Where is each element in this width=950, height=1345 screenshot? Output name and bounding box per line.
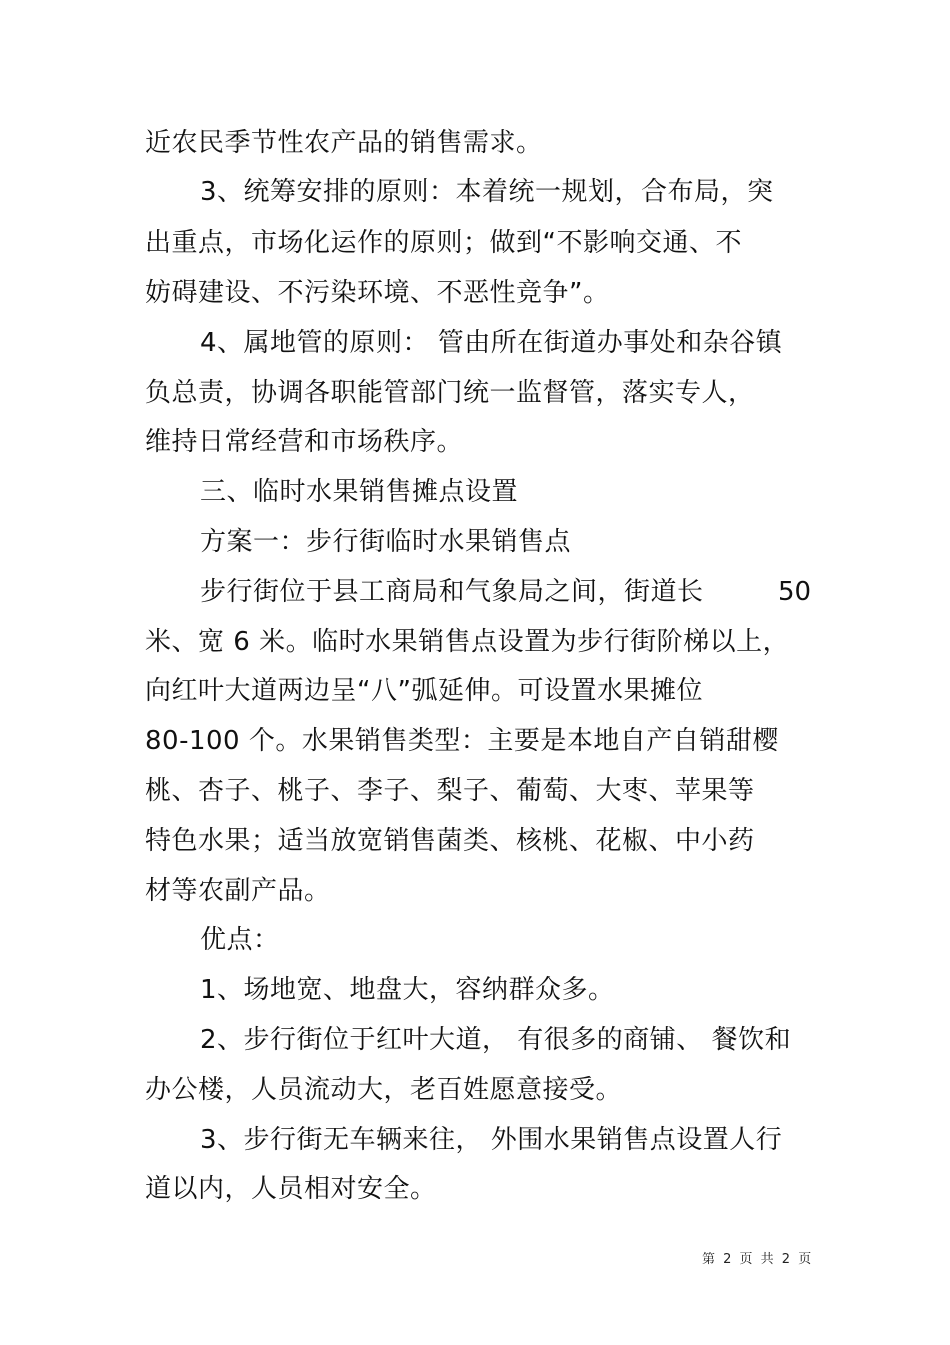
text-line-10: 步行街位于县工商局和气象局之间，街道长 [200,577,704,607]
text-line-20: 办公楼，人员流动大，老百姓愿意接受。 [145,1075,623,1105]
text-line-13: 80-100 个。水果销售类型：主要是本地自产自销甜樱 [145,726,779,756]
plan-heading: 方案一：步行街临时水果销售点 [200,527,572,557]
text-line-5: 4、属地管的原则： 管由所在街道办事处和杂谷镇 [200,328,783,358]
page-footer: 第 2 页 共 2 页 [702,1252,814,1267]
text-line-6: 负总责，协调各职能管部门统一监督管，落实专人， [145,378,755,408]
text-line-15: 特色水果；适当放宽销售菌类、核桃、花椒、中小药 [145,826,755,856]
text-line-14: 桃、杏子、桃子、李子、梨子、葡萄、大枣、苹果等 [145,776,755,806]
text-line-11: 米、宽 6 米。临时水果销售点设置为步行街阶梯以上， [145,627,790,657]
text-line-7: 维持日常经营和市场秩序。 [145,427,464,457]
text-line-4: 妨碍建设、不污染环境、不恶性竞争”。 [145,278,610,308]
text-line-12: 向红叶大道两边呈“八”弧延伸。可设置水果摊位 [145,676,703,706]
text-line-3: 出重点，市场化运作的原则；做到“不影响交通、不 [145,228,742,258]
text-line-16: 材等农副产品。 [145,876,331,906]
text-line-2: 3、统筹安排的原则：本着统一规划，合布局，突 [200,177,774,207]
text-line-18: 1、场地宽、地盘大，容纳群众多。 [200,975,615,1005]
advantages-heading: 优点： [200,925,280,955]
text-line-19: 2、步行街位于红叶大道， 有很多的商铺、 餐饮和 [200,1025,792,1055]
text-line-22: 道以内，人员相对安全。 [145,1174,437,1204]
street-length-value: 50 [778,577,812,607]
section-heading: 三、临时水果销售摊点设置 [200,477,519,507]
text-line-21: 3、步行街无车辆来往， 外围水果销售点设置人行 [200,1125,783,1155]
text-line-1: 近农民季节性农产品的销售需求。 [145,128,543,158]
